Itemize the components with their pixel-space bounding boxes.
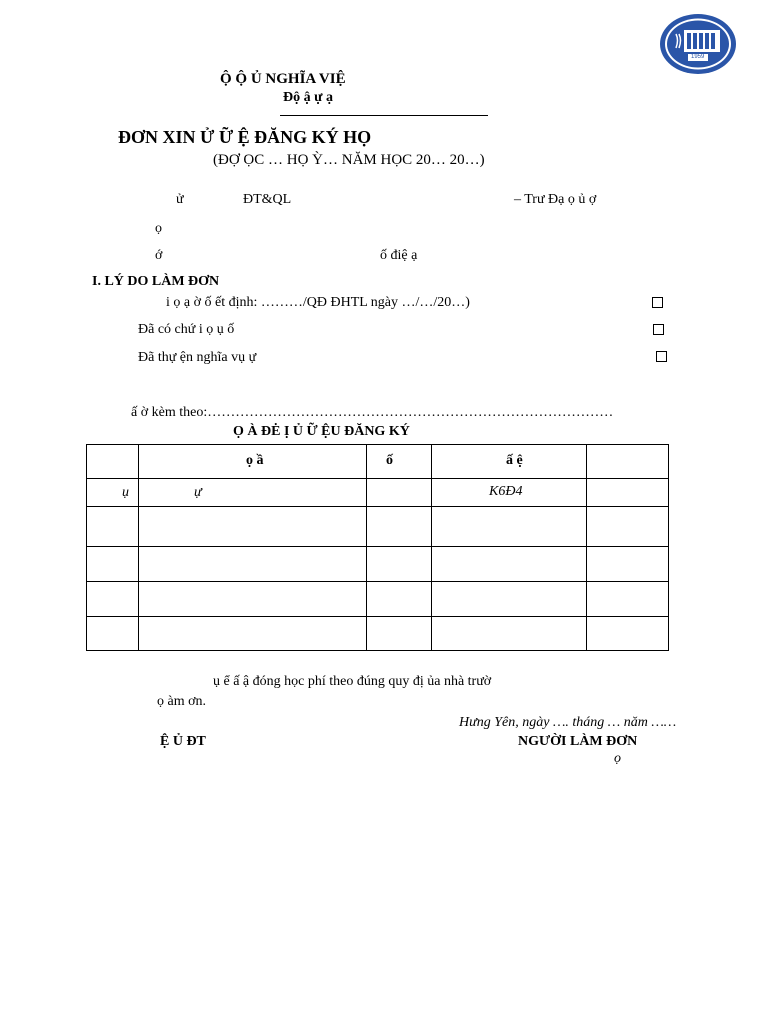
header-underline	[280, 115, 488, 116]
commitment-text: ụ ể ấ ậ đóng học phí theo đúng quy đị ủa nhà trườ	[213, 674, 492, 689]
section-reasons-heading: I. LÝ DO LÀM ĐƠN	[92, 274, 220, 289]
date-line: Hưng Yên, ngày …. tháng … năm ……	[459, 715, 677, 730]
table-title: Ọ À ĐĖ Ị Ủ Ữ ỆU ĐĂNG KÝ	[233, 424, 410, 439]
national-header: Ộ Ộ Ủ NGHĨA VIỆ	[220, 71, 346, 87]
course-registration-table	[86, 444, 669, 651]
attachments-line: ấ ờ kèm theo:……………………………………………………………………………	[131, 405, 614, 420]
example-row-course: ự	[194, 485, 202, 500]
university-seal-icon	[658, 12, 738, 76]
example-row-class: K6Đ4	[489, 484, 523, 499]
thanks-text: ọ àm ơn.	[157, 694, 207, 709]
university-logo	[658, 12, 738, 76]
form-subtitle: (ĐỢ ỌC … HỌ Ỳ… NĂM HỌC 20… 20…)	[213, 152, 485, 168]
table-row-1-course[interactable]	[139, 507, 366, 546]
national-motto: Độ ậ ự ạ	[283, 90, 334, 105]
signature-right-label: NGƯỜI LÀM ĐƠN	[518, 734, 638, 749]
table-row-2-course[interactable]	[139, 547, 366, 581]
table-row-3-course[interactable]	[139, 582, 366, 616]
header-course-name: ọ ầ	[246, 453, 264, 468]
addressee-school: – Trư Đạ ọ ủ ợ	[514, 192, 597, 207]
logo-year: 1959	[691, 54, 705, 60]
header-credits: ố	[386, 453, 393, 468]
reason-2-label: Đã có chứ i ọ ụ ố	[138, 322, 235, 337]
name-field-label: ọ	[155, 221, 162, 236]
reason-1-checkbox[interactable]	[652, 297, 663, 308]
addressee-prefix: ử	[176, 192, 184, 207]
reason-3-label: Đã thự ện nghĩa vụ ự	[138, 350, 257, 365]
header-class-code: ấ ệ	[506, 453, 523, 468]
class-field-label: ớ	[155, 248, 163, 263]
reason-3-checkbox[interactable]	[656, 351, 667, 362]
signature-right-note: ọ	[614, 751, 621, 766]
phone-field-label: ố điệ ạ	[380, 248, 418, 263]
addressee-unit: ĐT&QL	[243, 192, 292, 207]
signature-left-label: Ệ Ủ ĐT	[160, 734, 206, 749]
example-row-index: ụ	[122, 485, 129, 500]
reason-2-checkbox[interactable]	[653, 324, 664, 335]
table-row-4-course[interactable]	[139, 617, 366, 650]
form-title: ĐƠN XIN Ử Ữ Ệ ĐĂNG KÝ HỌ	[118, 127, 372, 147]
reason-1-label: i ọ ạ ờ ố ết định: ………/QĐ ĐHTL ngày …/…/20…)	[166, 295, 470, 310]
